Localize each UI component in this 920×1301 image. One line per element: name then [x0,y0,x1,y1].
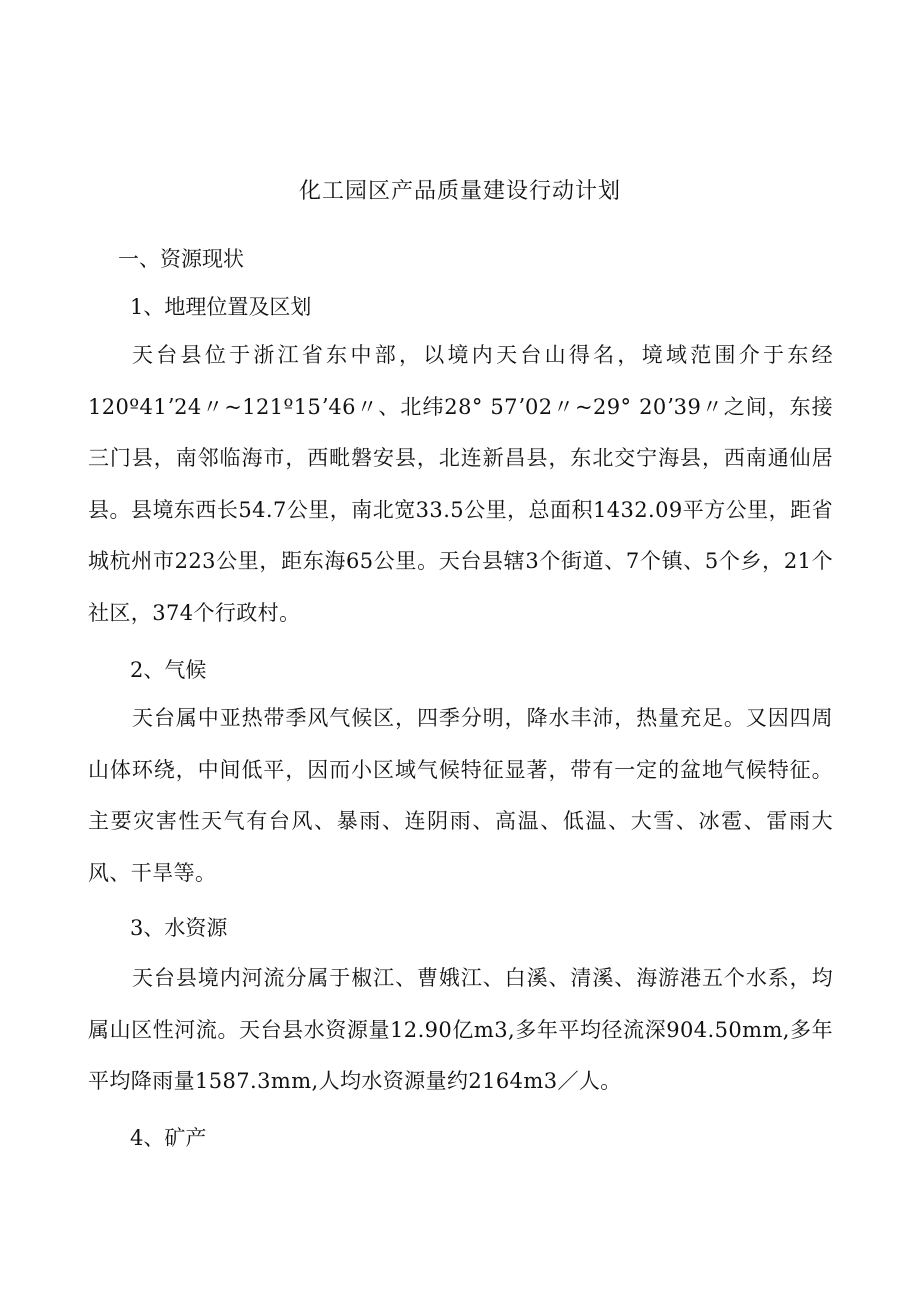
subsection-heading-climate: 2、气候 [130,658,207,682]
paragraph-geography: 天台县位于浙江省东中部，以境内天台山得名，境域范围介于东经120º41ʼ24〃~121º15ʼ46〃、北纬28° 57ʼ02〃~29° 20ʼ39〃之间，东接三门县，南邻临海市，西毗磐安县，北连新昌县，东北交宁海县，西南通仙居县。县境东西长54.7公里，南北宽33.5公里，总面积1432.09平方公里，距省城杭州市223公里，距东海65公里。天台县辖3个街道、7个镇、5个乡，21个社区，374个行政村。 [88,343,833,625]
section-heading-resources: 一、资源现状 [118,247,244,271]
paragraph-water: 天台县境内河流分属于椒江、曹娥江、白溪、清溪、海游港五个水系，均属山区性河流。天台县水资源量12.90亿m3,多年平均径流深904.50mm,多年平均降雨量1587.3mm,人均水资源量约2164m3／人。 [88,966,833,1093]
subsection-heading-minerals: 4、矿产 [130,1126,207,1150]
document-title: 化工园区产品质量建设行动计划 [298,179,621,204]
subsection-heading-geography: 1、地理位置及区划 [130,295,312,319]
paragraph-climate: 天台属中亚热带季风气候区，四季分明，降水丰沛，热量充足。又因四周山体环绕，中间低平，因而小区域气候特征显著，带有一定的盆地气候特征。主要灾害性天气有台风、暴雨、连阴雨、高温、低温、大雪、冰雹、雷雨大风、干旱等。 [88,706,833,885]
subsection-heading-water: 3、水资源 [130,916,228,940]
